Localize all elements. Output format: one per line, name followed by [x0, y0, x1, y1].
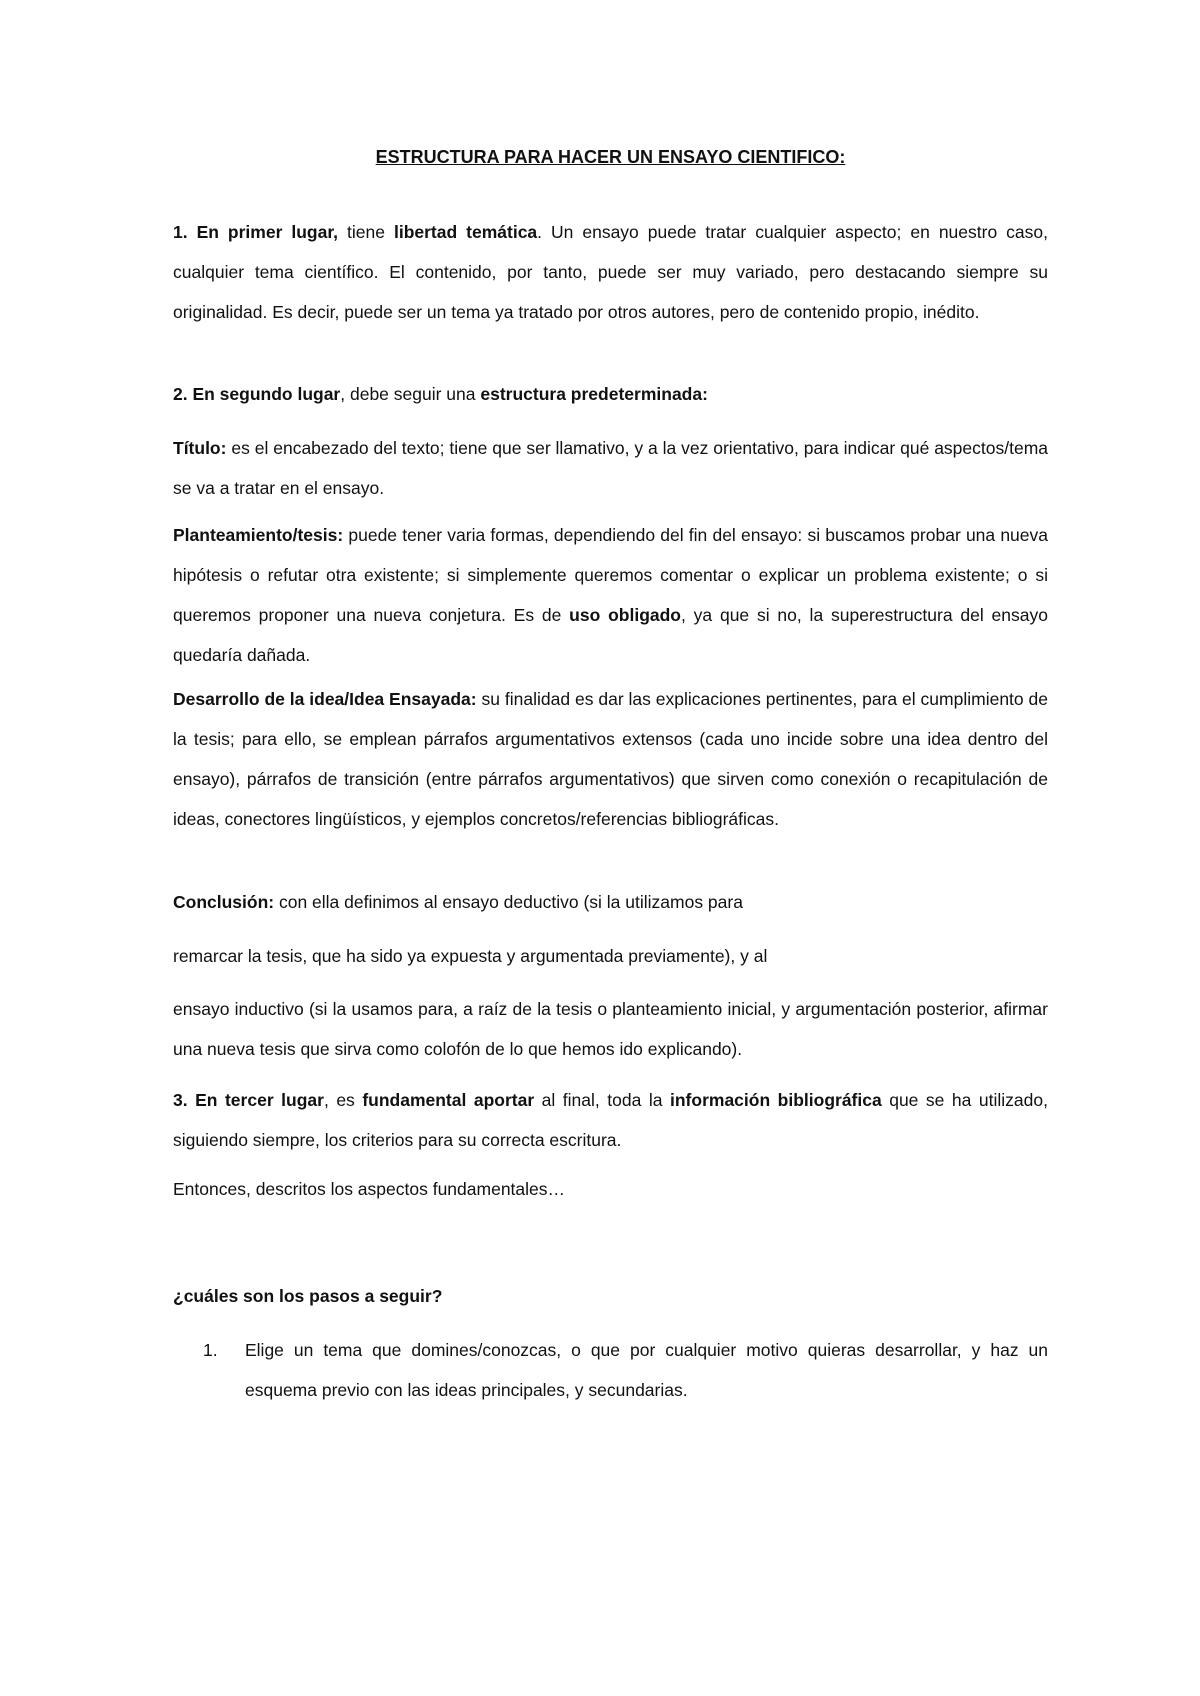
paragraph-text: , debe seguir una — [340, 384, 481, 404]
question-heading — [173, 1276, 1048, 1316]
bold-text: Planteamiento/tesis: — [173, 525, 344, 545]
paragraph-bibliografia — [173, 1080, 1048, 1160]
paragraph-text: con ella definimos al ensayo deductivo (si la utilizamos para — [274, 892, 743, 912]
document-title: ESTRUCTURA PARA HACER UN ENSAYO CIENTIFICO: — [375, 147, 846, 167]
paragraph-tematica — [173, 212, 1048, 332]
paragraph-text: . Un ensayo puede tratar cualquier aspecto; en nuestro caso, cualquier tema científico. El contenido, por tanto, puede ser muy variado, pero destacando siempre su originalidad. Es decir, puede ser un tema ya tratado por otros autores, pero de contenido propio, inédito. — [173, 222, 1048, 322]
bold-text: 3. En tercer lugar — [173, 1090, 324, 1110]
bold-text: Conclusión: — [173, 892, 275, 912]
bold-text: libertad temática — [393, 222, 538, 242]
paragraph-inductivo: ensayo inductivo (si la usamos para, a raíz de la tesis o planteamiento inicial, y argumentación posterior, afirmar una nueva tesis que sirva como colofón de lo que hemos ido explicando). — [173, 999, 1048, 1059]
paragraph-conclusion — [173, 882, 1048, 922]
paragraph-titulo — [173, 428, 1048, 508]
list-item-number: 1. — [203, 1340, 218, 1360]
bold-text: estructura predeterminada: — [480, 384, 708, 404]
paragraph-text: , es — [323, 1090, 363, 1110]
bold-text: 1. En primer lugar, — [173, 222, 339, 242]
paragraph-text: al final, toda la — [534, 1090, 670, 1110]
paragraph-estructura — [173, 374, 1048, 414]
bold-text: uso obligado — [569, 605, 681, 625]
bold-text: Título: — [173, 438, 227, 458]
list-item-text: Elige un tema que domines/conozcas, o que por cualquier motivo quieras desarrollar, y haz un esquema previo con las ideas principales, y secundarias. — [245, 1340, 1048, 1400]
bold-text: información bibliográfica — [670, 1090, 882, 1110]
paragraph-text: , ya que si no, la superestructura del ensayo quedaría dañada. — [173, 605, 1048, 665]
paragraph-text: su finalidad es dar las explicaciones pertinentes, para el cumplimiento de la tesis; para ello, se emplean párrafos argumentativos extensos (cada uno incide sobre una idea dentro del ensayo), párrafos de transición (entre párrafos argumentativos) que sirven como conexión o recapitulación de ideas, conectores lingüísticos, y ejemplos concretos/referencias bibliográficas. — [173, 689, 1049, 829]
paragraph-text: puede tener varia formas, dependiendo del fin del ensayo: si buscamos probar una nueva hipótesis o refutar otra existente; si simplemente queremos comentar o explicar un problema existente; o si queremos proponer una nueva conjetura. Es de — [173, 525, 1048, 625]
paragraph-planteamiento — [173, 515, 1048, 675]
paragraph-text: que se ha utilizado, siguiendo siempre, los criterios para su correcta escritura. — [173, 1090, 1048, 1150]
paragraph-remarcar: remarcar la tesis, que ha sido ya expuesta y argumentada previamente), y al — [173, 946, 768, 966]
bold-text: fundamental aportar — [362, 1090, 535, 1110]
question-text: ¿cuáles son los pasos a seguir? — [173, 1286, 443, 1306]
bold-text: 2. En segundo lugar — [173, 384, 341, 404]
paragraph-entonces: Entonces, descritos los aspectos fundamentales… — [173, 1179, 566, 1199]
bold-text: Desarrollo de la idea/Idea Ensayada: — [173, 689, 477, 709]
paragraph-text: tiene — [338, 222, 394, 242]
paragraph-text: es el encabezado del texto; tiene que ser llamativo, y a la vez orientativo, para indicar qué aspectos/tema se va a tratar en el ensayo. — [173, 438, 1048, 498]
paragraph-desarrollo — [173, 679, 1048, 839]
